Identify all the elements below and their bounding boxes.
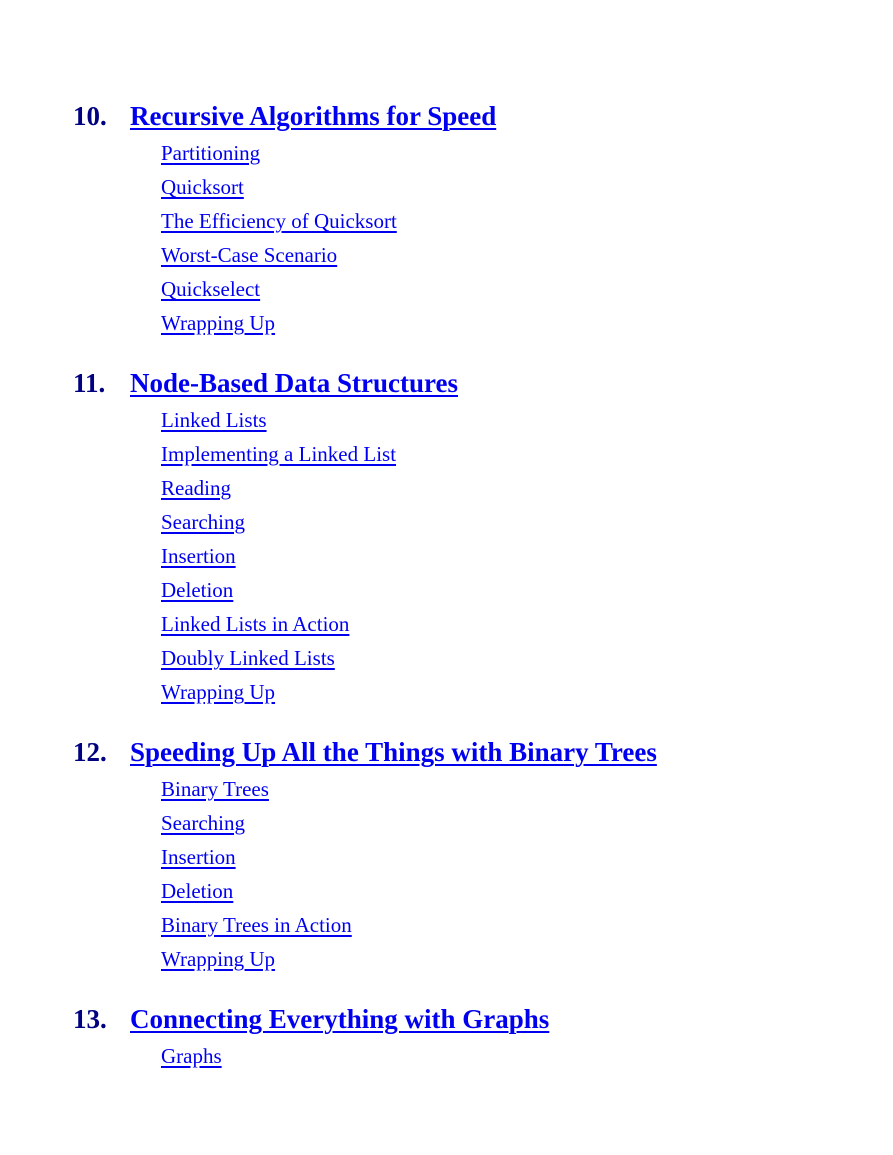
chapter-heading (0, 1002, 893, 1036)
section-link[interactable]: Worst-Case Scenario (161, 243, 338, 267)
list-item (161, 505, 893, 539)
chapter-title-link[interactable]: Recursive Algorithms for Speed (130, 101, 497, 131)
list-item (161, 471, 893, 505)
chapter-number: 10. (73, 101, 107, 131)
section-link[interactable]: Linked Lists (161, 408, 267, 432)
section-link[interactable]: Searching (161, 811, 245, 835)
chapter-11 (0, 366, 893, 709)
list-item (161, 238, 893, 272)
section-link[interactable]: Wrapping Up (161, 311, 276, 335)
list-item (161, 170, 893, 204)
chapter-title-link[interactable]: Node-Based Data Structures (130, 368, 458, 398)
chapter-number: 12. (73, 737, 107, 767)
section-list (0, 403, 893, 709)
list-item (161, 641, 893, 675)
chapter-number: 11. (73, 368, 106, 398)
section-link[interactable]: Deletion (161, 879, 234, 903)
list-item (161, 539, 893, 573)
list-item (161, 204, 893, 238)
chapter-title-link[interactable]: Connecting Everything with Graphs (130, 1004, 550, 1034)
section-link[interactable]: Doubly Linked Lists (161, 646, 335, 670)
table-of-contents (0, 99, 893, 1099)
section-list (0, 772, 893, 976)
section-link[interactable]: Insertion (161, 845, 236, 869)
chapter-heading (0, 99, 893, 133)
section-link[interactable]: Quicksort (161, 175, 244, 199)
chapter-title-link[interactable]: Speeding Up All the Things with Binary Trees (130, 737, 657, 767)
list-item (161, 403, 893, 437)
chapter-13 (0, 1002, 893, 1073)
list-item (161, 306, 893, 340)
list-item (161, 772, 893, 806)
section-list (0, 1039, 893, 1073)
section-link[interactable]: Binary Trees (161, 777, 269, 801)
list-item (161, 806, 893, 840)
list-item (161, 607, 893, 641)
list-item (161, 840, 893, 874)
list-item (161, 573, 893, 607)
list-item (161, 1039, 893, 1073)
section-link[interactable]: Binary Trees in Action (161, 913, 352, 937)
chapter-10 (0, 99, 893, 340)
section-link[interactable]: Deletion (161, 578, 234, 602)
section-link[interactable]: Implementing a Linked List (161, 442, 397, 466)
list-item (161, 272, 893, 306)
chapter-12 (0, 735, 893, 976)
section-link[interactable]: Linked Lists in Action (161, 612, 350, 636)
chapter-heading (0, 735, 893, 769)
section-link[interactable]: Graphs (161, 1044, 222, 1068)
list-item (161, 675, 893, 709)
section-link[interactable]: Searching (161, 510, 245, 534)
list-item (161, 437, 893, 471)
list-item (161, 136, 893, 170)
section-link[interactable]: Quickselect (161, 277, 261, 301)
section-link[interactable]: Wrapping Up (161, 947, 276, 971)
section-link[interactable]: Partitioning (161, 141, 261, 165)
section-link[interactable]: Wrapping Up (161, 680, 276, 704)
chapter-heading (0, 366, 893, 400)
list-item (161, 942, 893, 976)
section-link[interactable]: Insertion (161, 544, 236, 568)
section-link[interactable]: Reading (161, 476, 231, 500)
section-list (0, 136, 893, 340)
section-link[interactable]: The Efficiency of Quicksort (161, 209, 397, 233)
chapter-number: 13. (73, 1004, 107, 1034)
list-item (161, 874, 893, 908)
list-item (161, 908, 893, 942)
